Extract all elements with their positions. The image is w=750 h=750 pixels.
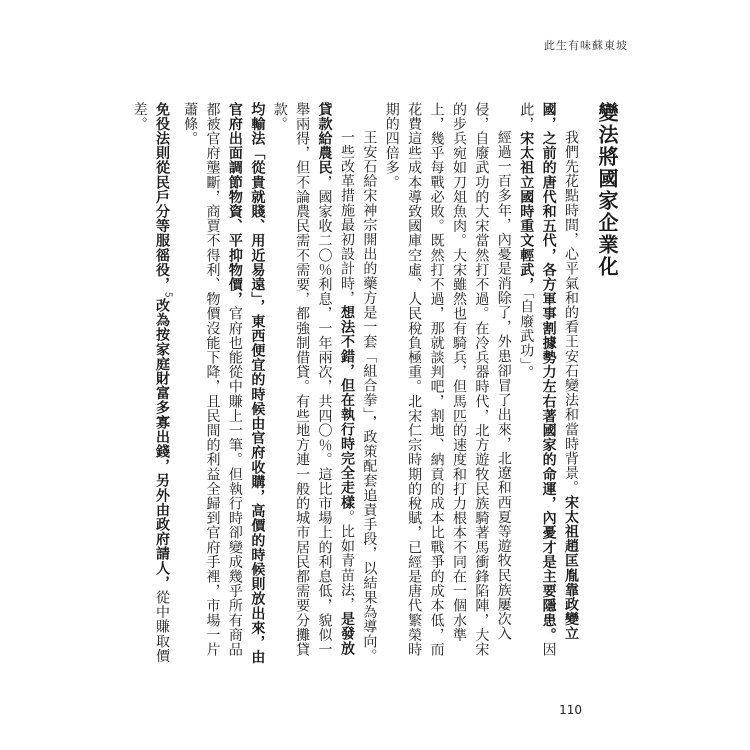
paragraph-4 <box>268 102 358 667</box>
p1-text-e: 「自廢武功」。 <box>518 291 535 381</box>
paragraph-3: 王安石給宋神宗開出的藥方是一套「組合拳」，政策配套追責手段，以結果為導向。 <box>361 130 378 664</box>
paragraph-2: 經過一百多年，內憂是消除了，外患卻冒了出來，北遼和西夏等遊牧民族屢次入侵，自廢武功的大宋當然打不過。在冷兵器時代，北方遊牧民族騎著馬衝鋒陷陣，大宋的步兵宛如刀俎魚肉。大宋雖然也有騎兵，但馬匹的速度和打力根本不同在一個水準上，幾乎每戰必敗。既然打不過，那就談判吧，割地、納貢的成本比戰爭的成本低，而花費這些成本導致國庫空虛、人民稅負極重。北宋仁宗時期的稅賦，已經是唐代繁榮時期的四倍多。 <box>383 102 512 657</box>
p5-bold-a: 均輸法「從貴就賤、用近易遠」，東西便宜的時候由官府收購，高價的時候則放出來，由官府出面調節物資、平抑物價， <box>226 102 266 665</box>
paragraph-1 <box>515 102 582 667</box>
footnote-marker[interactable]: 5 <box>162 291 173 299</box>
p1-bold-b: 宋太祖趙匡胤靠政變立國，之前的唐代和五代，各方軍事割據勢力左右著國家的命運，內憂才是主要隱患。 <box>540 102 579 643</box>
p4-bold-d: 是發放貸款給農民 <box>316 102 355 656</box>
running-header: 此生有味蘇東坡 <box>544 39 628 52</box>
paragraph-5 <box>179 102 269 667</box>
p6-text-c: 從中賺取價差。 <box>131 102 171 664</box>
p4-text-c: 。比如青苗法， <box>338 509 355 612</box>
p6-bold-b: 改為按家庭財富多寡出錢，另外由政府請人， <box>154 298 171 591</box>
p1-bold-d: 宋太祖立國時重文輕武， <box>518 131 535 292</box>
p1-text-a: 我們先花點時間，心平氣和的看王安石變法和當時背景。 <box>563 130 579 495</box>
p6-bold-a: 免役法則從民戶分等服徭役， <box>154 102 171 292</box>
paragraph-6 <box>128 102 178 667</box>
vertical-text-body <box>131 102 620 667</box>
section-title: 變法將國家企業化 <box>595 102 619 278</box>
p1-text-c: 因此， <box>518 102 557 657</box>
p4-text-a: 一些改革措施最初設計時， <box>338 130 355 306</box>
p4-bold-b: 想法不錯，但在執行時完全走樣 <box>338 305 355 510</box>
p4-text-e: ，國家收二〇％利息，一年兩次，共四〇％。這比市場上的利息低，貌似一舉兩得，但不論農民需不需要，都強制借貸。有些地方連一般的城市居民都需要分攤貸款。 <box>271 102 333 657</box>
p5-text-b: 官府也能從中賺上一筆。但執行時卻變成幾乎所有商品都被官府壟斷，商賈不得利、物價沒能下降，且民間的利益全歸到官府手裡，市場一片蕭條。 <box>182 102 243 657</box>
page-number: 110 <box>559 703 582 717</box>
